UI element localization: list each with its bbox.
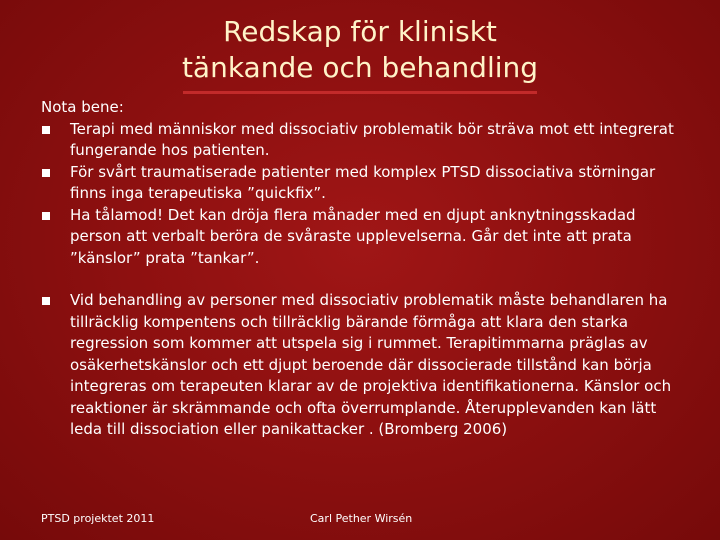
bullet-item bbox=[41, 162, 681, 205]
slide-title-line-1: Redskap för kliniskt bbox=[223, 15, 497, 48]
bullet-list bbox=[41, 119, 681, 441]
bullet-text: För svårt traumatiserade patienter med komplex PTSD dissociativa störningar finns inga terapeutiska ”quickfix”. bbox=[70, 162, 656, 202]
footer-author: Carl Pether Wirsén bbox=[310, 512, 413, 525]
bullet-item bbox=[41, 205, 681, 270]
footer-project: PTSD projektet 2011 bbox=[41, 512, 155, 525]
bullet-item bbox=[41, 290, 681, 441]
square-bullet-icon bbox=[42, 126, 50, 134]
bullet-text: Ha tålamod! Det kan dröja flera månader med en djupt anknytningsskadad person att verbalt beröra de svåraste upplevelserna. Går det inte att prata ”känslor” prata ”tankar”. bbox=[70, 205, 636, 267]
bullet-text: Vid behandling av personer med dissociativ problematik måste behandlaren ha tillräcklig kompentens och tillräcklig bärande förmåga att klara den starka regression som kommer att utspela sig i rummet. Terapitimmarna präglas av osäkerhetskänslor och ett djupt beroende där dissocierade tillstånd kan börja integreras om terapeuten klarar av de projektiva identifikationerna. Känslor och reaktioner är skrämmande och ofta överrumplande. Återupplevanden kan lätt leda till dissociation eller panikattacker . (Bromberg 2006) bbox=[70, 291, 672, 438]
bullet-item bbox=[41, 119, 681, 162]
bullet-text: Terapi med människor med dissociativ problematik bör sträva mot ett integrerat fungerande hos patienten. bbox=[70, 119, 674, 159]
square-bullet-icon bbox=[42, 297, 50, 305]
square-bullet-icon bbox=[42, 212, 50, 220]
slide-body bbox=[41, 97, 681, 441]
nota-bene-label: Nota bene: bbox=[41, 98, 124, 116]
title-underline bbox=[183, 91, 537, 94]
slide-title-line-2: tänkande och behandling bbox=[181, 51, 539, 84]
square-bullet-icon bbox=[42, 169, 50, 177]
slide-title bbox=[120, 14, 600, 86]
